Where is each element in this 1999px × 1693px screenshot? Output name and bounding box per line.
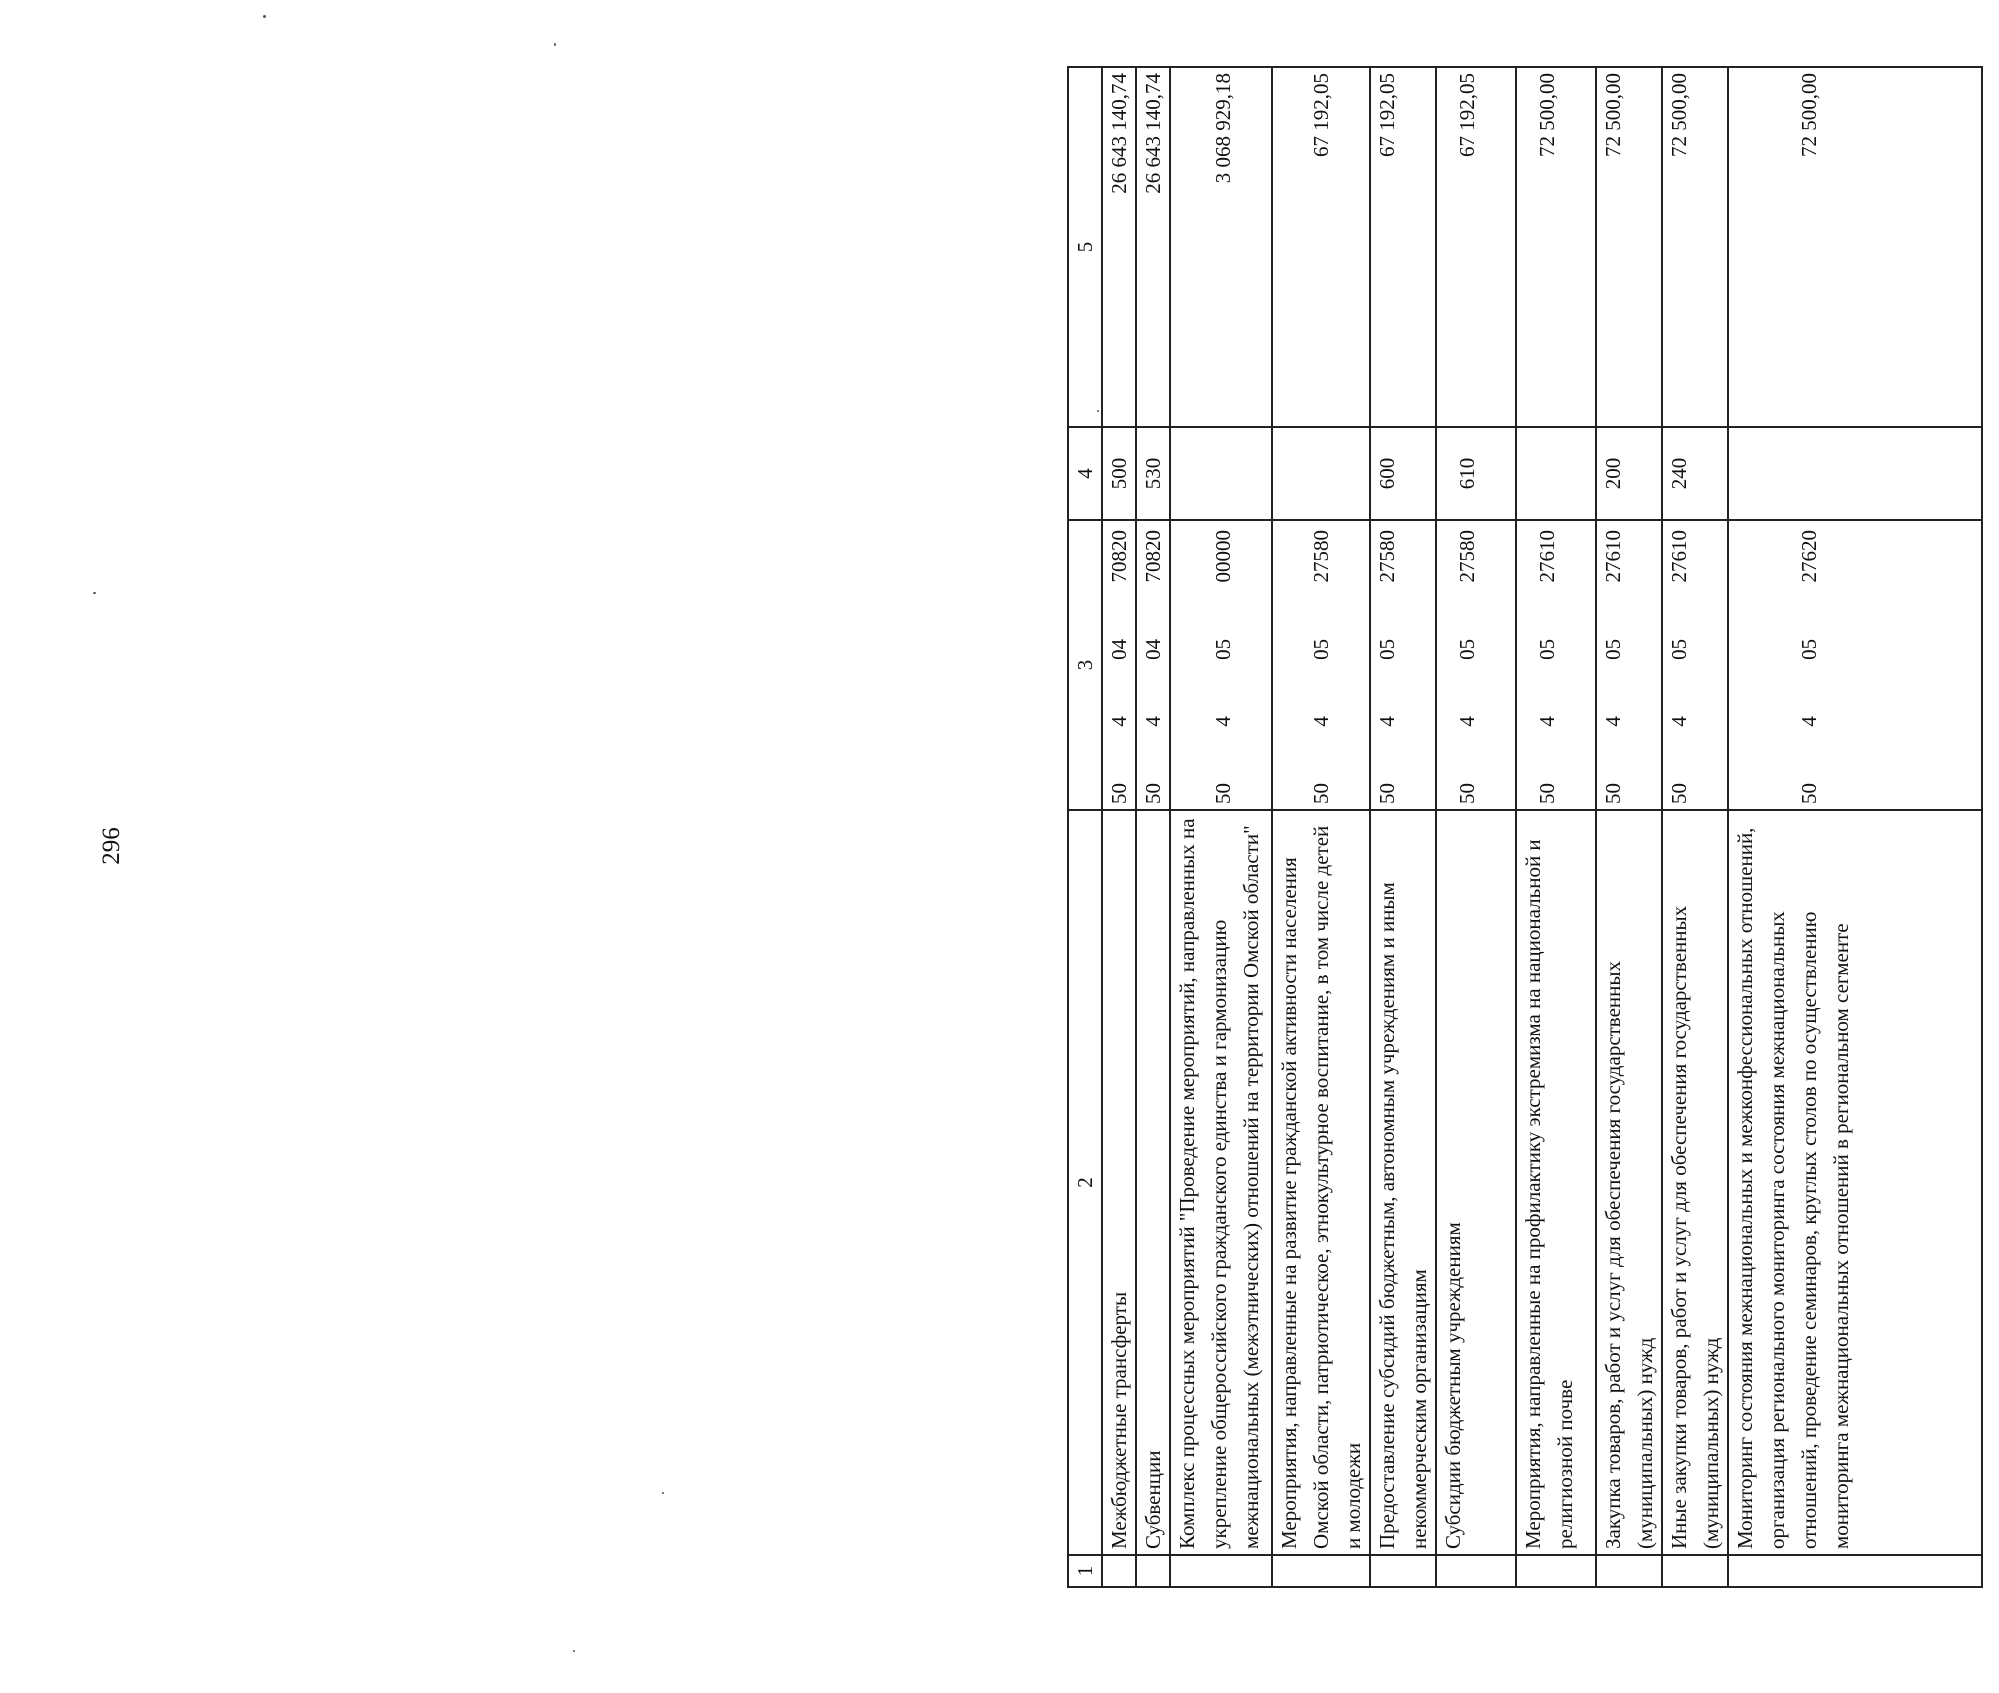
code-part: 50 [1601, 783, 1625, 804]
code-part: 05 [1797, 638, 1821, 660]
code-part: 4 [1535, 716, 1559, 727]
row-type [1170, 427, 1272, 520]
row-code [1136, 520, 1170, 810]
row-name: Мероприятия, направленные на развитие гражданской активности населения Омской области, патриотическое, этнокультурное воспитание, в том числе детей и молодежи [1272, 810, 1370, 1555]
row-name: Закупка товаров, работ и услуг для обеспечения государственных (муниципальных) нужд [1596, 810, 1662, 1555]
row-amount: 72 500,00 [1596, 67, 1662, 427]
row-index-cell [1662, 1555, 1728, 1587]
table-row [1436, 67, 1516, 1587]
code-part: 50 [1309, 783, 1333, 804]
scan-speck [662, 1492, 664, 1494]
code-part: 50 [1141, 783, 1165, 804]
code-part: 04 [1107, 638, 1131, 660]
code-part: 70820 [1141, 530, 1165, 583]
row-index-cell [1516, 1555, 1596, 1587]
code-part: 05 [1375, 638, 1399, 660]
column-number-2: 2 [1068, 810, 1102, 1555]
row-code [1516, 520, 1596, 810]
row-index-cell [1728, 1555, 1982, 1587]
code-part: 05 [1455, 638, 1479, 660]
column-number-1: 1 [1068, 1555, 1102, 1587]
row-code [1436, 520, 1516, 810]
code-part: 27580 [1309, 530, 1333, 583]
code-part: 05 [1667, 638, 1691, 660]
code-part: 50 [1107, 783, 1131, 804]
scan-speck [93, 592, 96, 594]
code-part: 4 [1601, 716, 1625, 727]
row-type: 600 [1370, 427, 1436, 520]
code-part: 50 [1375, 783, 1399, 804]
row-code [1662, 520, 1728, 810]
scan-speck [263, 15, 266, 18]
row-name: Субсидии бюджетным учреждениям [1436, 810, 1516, 1555]
column-number-5: 5 [1068, 67, 1102, 427]
row-type [1728, 427, 1982, 520]
code-part: 27620 [1797, 530, 1821, 583]
row-amount: 67 192,05 [1370, 67, 1436, 427]
row-index-cell [1102, 1555, 1136, 1587]
code-part: 4 [1455, 716, 1479, 727]
row-index-cell [1272, 1555, 1370, 1587]
code-part: 04 [1141, 638, 1165, 660]
code-part: 27610 [1601, 530, 1625, 583]
code-part: 50 [1667, 783, 1691, 804]
row-code [1728, 520, 1982, 810]
row-code [1596, 520, 1662, 810]
table-row [1596, 67, 1662, 1587]
row-amount: 3 068 929,18 [1170, 67, 1272, 427]
code-part: 27610 [1535, 530, 1559, 583]
row-name: Комплекс процессных мероприятий "Проведение мероприятий, направленных на укрепление общероссийского гражданского единства и гармонизацию межнациональных (межэтнических) отношений на территории Омской области" [1170, 810, 1272, 1555]
row-name: Мероприятия, направленные на профилактику экстремизма на национальной и религиозной почве [1516, 810, 1596, 1555]
table-row [1370, 67, 1436, 1587]
code-part: 70820 [1107, 530, 1131, 583]
row-index-cell [1596, 1555, 1662, 1587]
row-amount: 72 500,00 [1662, 67, 1728, 427]
row-code [1370, 520, 1436, 810]
row-index-cell [1370, 1555, 1436, 1587]
row-amount: 26 643 140,74 [1102, 67, 1136, 427]
row-code [1170, 520, 1272, 810]
code-part: 4 [1141, 716, 1165, 727]
page-number: 296 [98, 827, 125, 865]
code-part: 05 [1309, 638, 1333, 660]
budget-table-rotated [1067, 68, 1999, 1588]
row-name: Предоставление субсидий бюджетным, автономным учреждениям и иным некоммерческим организациям [1370, 810, 1436, 1555]
table-row [1136, 67, 1170, 1587]
code-part: 4 [1375, 716, 1399, 727]
table-row [1170, 67, 1272, 1587]
row-index-cell [1136, 1555, 1170, 1587]
code-part: 05 [1601, 638, 1625, 660]
row-amount: 72 500,00 [1728, 67, 1982, 427]
budget-table [1067, 66, 1983, 1588]
row-type: 610 [1436, 427, 1516, 520]
row-type: 500 [1102, 427, 1136, 520]
table-row [1272, 67, 1370, 1587]
code-part: 50 [1535, 783, 1559, 804]
row-code [1102, 520, 1136, 810]
scan-speck [573, 1650, 575, 1652]
row-type [1516, 427, 1596, 520]
row-type [1272, 427, 1370, 520]
column-number-3: 3 [1068, 520, 1102, 810]
table-row [1728, 67, 1982, 1587]
code-part: 05 [1535, 638, 1559, 660]
row-type: 530 [1136, 427, 1170, 520]
code-part: 4 [1107, 716, 1131, 727]
code-part: 27580 [1375, 530, 1399, 583]
code-part: 27610 [1667, 530, 1691, 583]
row-index-cell [1436, 1555, 1516, 1587]
scan-speck [554, 43, 556, 46]
row-type: 200 [1596, 427, 1662, 520]
code-part: 05 [1211, 638, 1235, 660]
row-name: Иные закупки товаров, работ и услуг для обеспечения государственных (муниципальных) нужд [1662, 810, 1728, 1555]
table-row [1102, 67, 1136, 1587]
code-part: 4 [1797, 716, 1821, 727]
code-part: 27580 [1455, 530, 1479, 583]
table-row [1662, 67, 1728, 1587]
row-name: Мониторинг состояния межнациональных и межконфессиональных отношений, организация регионального мониторинга состояния межнациональных отношений, проведение семинаров, круглых столов по осуществлению мониторинга межнациональных отношений в региональном сегменте [1728, 810, 1982, 1555]
row-name: Субвенции [1136, 810, 1170, 1555]
row-type: 240 [1662, 427, 1728, 520]
row-amount: 67 192,05 [1272, 67, 1370, 427]
code-part: 4 [1667, 716, 1691, 727]
row-amount: 26 643 140,74 [1136, 67, 1170, 427]
column-number-4: 4 [1068, 427, 1102, 520]
code-part: 50 [1455, 783, 1479, 804]
row-amount: 67 192,05 [1436, 67, 1516, 427]
code-part: 50 [1797, 783, 1821, 804]
row-name: Межбюджетные трансферты [1102, 810, 1136, 1555]
code-part: 00000 [1211, 530, 1235, 583]
code-part: 4 [1309, 716, 1333, 727]
row-index-cell [1170, 1555, 1272, 1587]
code-part: 50 [1211, 783, 1235, 804]
header-row [1068, 67, 1102, 1587]
table-row [1516, 67, 1596, 1587]
code-part: 4 [1211, 716, 1235, 727]
row-amount: 72 500,00 [1516, 67, 1596, 427]
row-code [1272, 520, 1370, 810]
